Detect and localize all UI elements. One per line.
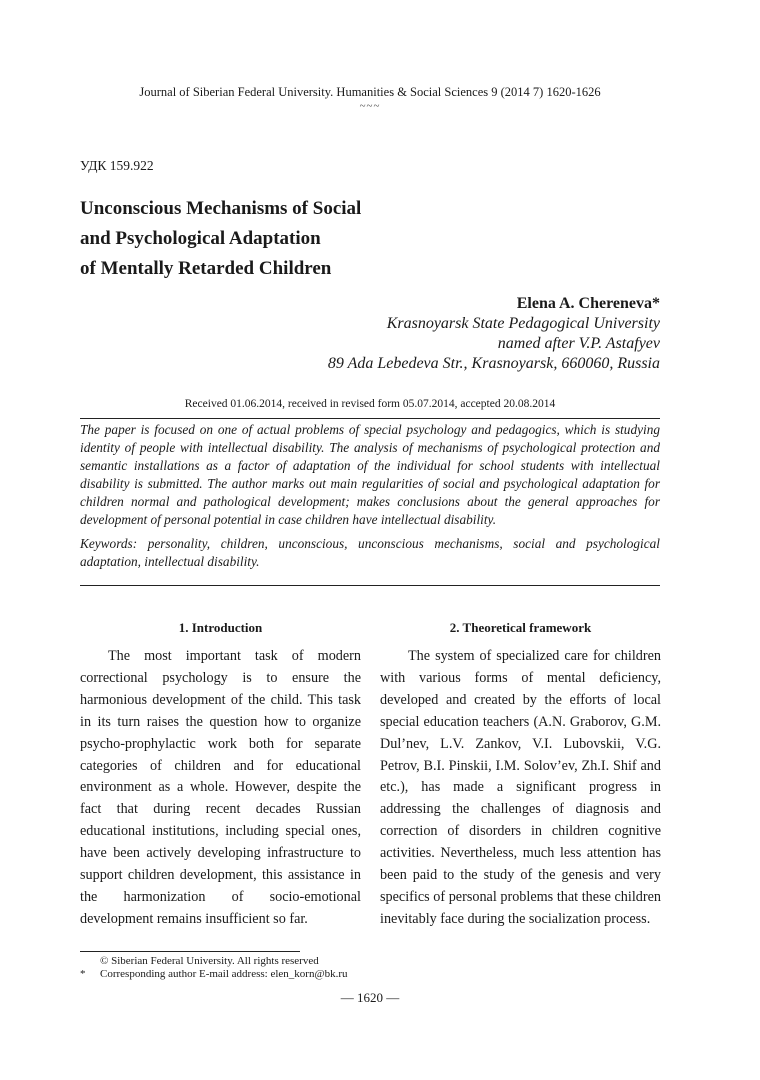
paper-title: [80, 194, 361, 284]
affiliation-line: 89 Ada Lebedeva Str., Krasnoyarsk, 660060, Russia: [327, 355, 660, 372]
author-name: Elena A. Chereneva*: [516, 295, 660, 312]
abstract-text: The paper is focused on one of actual problems of special psychology and pedagogics, which is studying identity of people with intellectual disability. The analysis of mechanisms of psychological protection and semantic installations as a factor of adaptation of the individual for school students with intellectual disability is submitted. The author marks out main regularities of social and psychological adaptation for children normal and pathological development; makes conclusions about the general approaches for development of personal potential in case children have intellectual disability.: [80, 422, 660, 527]
title-line: Unconscious Mechanisms of Social: [80, 198, 362, 219]
author-block: [328, 294, 660, 374]
received-dates: Received 01.06.2014, received in revised form 05.07.2014, accepted 20.08.2014: [184, 398, 556, 410]
title-line: and Psychological Adaptation: [80, 228, 321, 249]
footnote-corresponding-author: [80, 968, 348, 981]
section-heading: 2. Theoretical framework: [449, 620, 592, 635]
section-body: The system of specialized care for children with various forms of mental deficiency, developed and created by the efforts of local special education teachers (A.N. Graborov, G.M. Dul’nev, L.V. Zankov, V.I. Lubovskii, V.G. Petrov, B.I. Pinskii, I.M. Solov’ev, Zh.I. Shif and etc.), has made a significant progress in addressing the challenges of diagnosis and correction of disorders in children cognitive activities. Nevertheless, much less attention has been paid to the study of the genesis and very specifics of personal problems that these children inevitably face during the socialization process.: [380, 648, 661, 927]
section-body: The most important task of modern correctional psychology is to ensure the harmonious development of the child. This task in its turn raises the question how to organize psycho-prophylactic work both for separate categories of children and for educational environment as a whole. However, despite the fact that during recent decades Russian educational institutions, including special ones, have been actively developing infrastructure to support children development, this assistance in the harmonization of socio-emotional development remains insufficient so far.: [80, 648, 361, 927]
abstract: [80, 421, 660, 571]
section-introduction: [80, 620, 361, 931]
page-number: — 1620 —: [340, 990, 400, 1005]
footnote-copyright: [80, 955, 348, 968]
udk-code: УДК 159.922: [80, 158, 154, 173]
abstract-bottom-rule: [80, 585, 660, 586]
footnote-rule: [80, 951, 300, 952]
header-separator: ~~~: [359, 100, 381, 112]
section-heading: 1. Introduction: [178, 620, 263, 635]
affiliation-line: Krasnoyarsk State Pedagogical University: [386, 315, 660, 332]
footnote-mark: *: [80, 968, 86, 980]
footnote-text: Corresponding author E-mail address: elen_korn@bk.ru: [100, 968, 348, 980]
section-theoretical-framework: [380, 620, 661, 931]
title-line: of Mentally Retarded Children: [80, 258, 332, 279]
journal-header: Journal of Siberian Federal University. Humanities & Social Sciences 9 (2014 7) 1620-1626: [139, 85, 601, 99]
abstract-top-rule: [80, 418, 660, 419]
affiliation-line: named after V.P. Astafyev: [497, 335, 660, 352]
footnotes: [80, 955, 348, 981]
keywords: Keywords: personality, children, unconscious, unconscious mechanisms, social and psychological adaptation, intellectual disability.: [80, 536, 660, 569]
footnote-text: © Siberian Federal University. All rights reserved: [100, 955, 319, 967]
